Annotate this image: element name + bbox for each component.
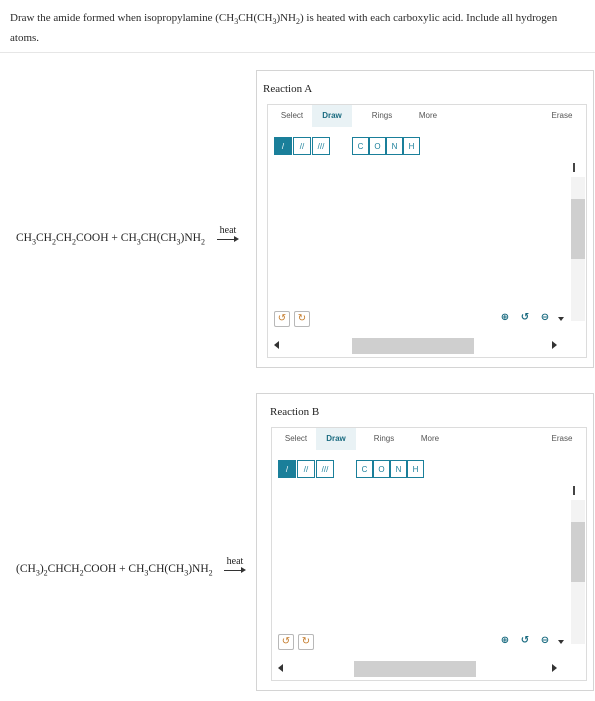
zoom-in-icon[interactable]: ⊕ bbox=[500, 312, 510, 323]
double-bond-tool[interactable]: // bbox=[293, 137, 311, 155]
question-text: Draw the amide formed when isopropylamine $(CH_3CH(CH_3)NH_2)$ is heated with each carboxylic acid. Include all hydrogen atoms. bbox=[10, 12, 558, 45]
zoom-out-icon[interactable]: ⊖ bbox=[540, 635, 550, 646]
atom-c-button[interactable]: C bbox=[356, 460, 373, 478]
redo-icon[interactable]: ↻ bbox=[294, 311, 310, 327]
atom-h-button[interactable]: H bbox=[403, 137, 420, 155]
reaction-a-panel bbox=[256, 70, 594, 368]
atom-o-button[interactable]: O bbox=[369, 137, 386, 155]
horizontal-scroll-thumb[interactable] bbox=[354, 661, 476, 677]
reaction-a-equation: $CH_3CH_2CH_2COOH + CH_3CH(CH_3)NH_2$ bbox=[16, 232, 205, 247]
zoom-dropdown-icon[interactable] bbox=[558, 317, 564, 321]
scroll-left-icon[interactable] bbox=[278, 664, 283, 672]
erase-button[interactable]: Erase bbox=[551, 434, 573, 443]
atom-c-button[interactable]: C bbox=[352, 137, 369, 155]
tab-more[interactable]: More bbox=[420, 434, 440, 443]
zoom-in-icon[interactable]: ⊕ bbox=[500, 635, 510, 646]
scroll-left-icon[interactable] bbox=[274, 341, 279, 349]
zoom-reset-icon[interactable]: ↺ bbox=[520, 312, 530, 323]
scroll-right-icon[interactable] bbox=[552, 664, 557, 672]
reaction-a-title: Reaction A bbox=[263, 83, 313, 95]
reaction-b-equation: $(CH_3)_2CHCH_2COOH + CH_3CH(CH_3)NH_2$ bbox=[16, 563, 213, 578]
double-bond-tool[interactable]: // bbox=[297, 460, 315, 478]
reaction-a-canvas[interactable] bbox=[267, 104, 587, 358]
zoom-out-icon[interactable]: ⊖ bbox=[540, 312, 550, 323]
atom-n-button[interactable]: N bbox=[386, 137, 403, 155]
tab-rings[interactable]: Rings bbox=[371, 111, 393, 120]
tab-draw[interactable]: Draw bbox=[316, 428, 356, 450]
undo-icon[interactable]: ↺ bbox=[274, 311, 290, 327]
zoom-dropdown-icon[interactable] bbox=[558, 640, 564, 644]
vertical-scrollbar[interactable] bbox=[571, 177, 585, 321]
redo-icon[interactable]: ↻ bbox=[298, 634, 314, 650]
tab-select[interactable]: Select bbox=[280, 111, 304, 120]
text-cursor-icon bbox=[573, 163, 575, 172]
triple-bond-tool[interactable]: /// bbox=[316, 460, 334, 478]
atom-n-button[interactable]: N bbox=[390, 460, 407, 478]
tab-rings[interactable]: Rings bbox=[373, 434, 395, 443]
reaction-b-canvas[interactable] bbox=[271, 427, 587, 681]
undo-icon[interactable]: ↺ bbox=[278, 634, 294, 650]
text-cursor-icon bbox=[573, 486, 575, 495]
reaction-b-heat-label: heat bbox=[226, 556, 244, 567]
scroll-right-icon[interactable] bbox=[552, 341, 557, 349]
tab-more[interactable]: More bbox=[418, 111, 438, 120]
tab-select[interactable]: Select bbox=[284, 434, 308, 443]
reaction-b-title: Reaction B bbox=[270, 406, 320, 418]
single-bond-tool[interactable]: / bbox=[274, 137, 292, 155]
vertical-scroll-thumb[interactable] bbox=[571, 199, 585, 259]
erase-button[interactable]: Erase bbox=[551, 111, 573, 120]
triple-bond-tool[interactable]: /// bbox=[312, 137, 330, 155]
vertical-scrollbar[interactable] bbox=[571, 500, 585, 644]
vertical-scroll-thumb[interactable] bbox=[571, 522, 585, 582]
horizontal-scroll-thumb[interactable] bbox=[352, 338, 474, 354]
top-divider bbox=[0, 52, 595, 53]
zoom-reset-icon[interactable]: ↺ bbox=[520, 635, 530, 646]
atom-o-button[interactable]: O bbox=[373, 460, 390, 478]
tab-draw[interactable]: Draw bbox=[312, 105, 352, 127]
single-bond-tool[interactable]: / bbox=[278, 460, 296, 478]
reaction-b-panel bbox=[256, 393, 594, 691]
atom-h-button[interactable]: H bbox=[407, 460, 424, 478]
reaction-a-heat-label: heat bbox=[219, 225, 237, 236]
